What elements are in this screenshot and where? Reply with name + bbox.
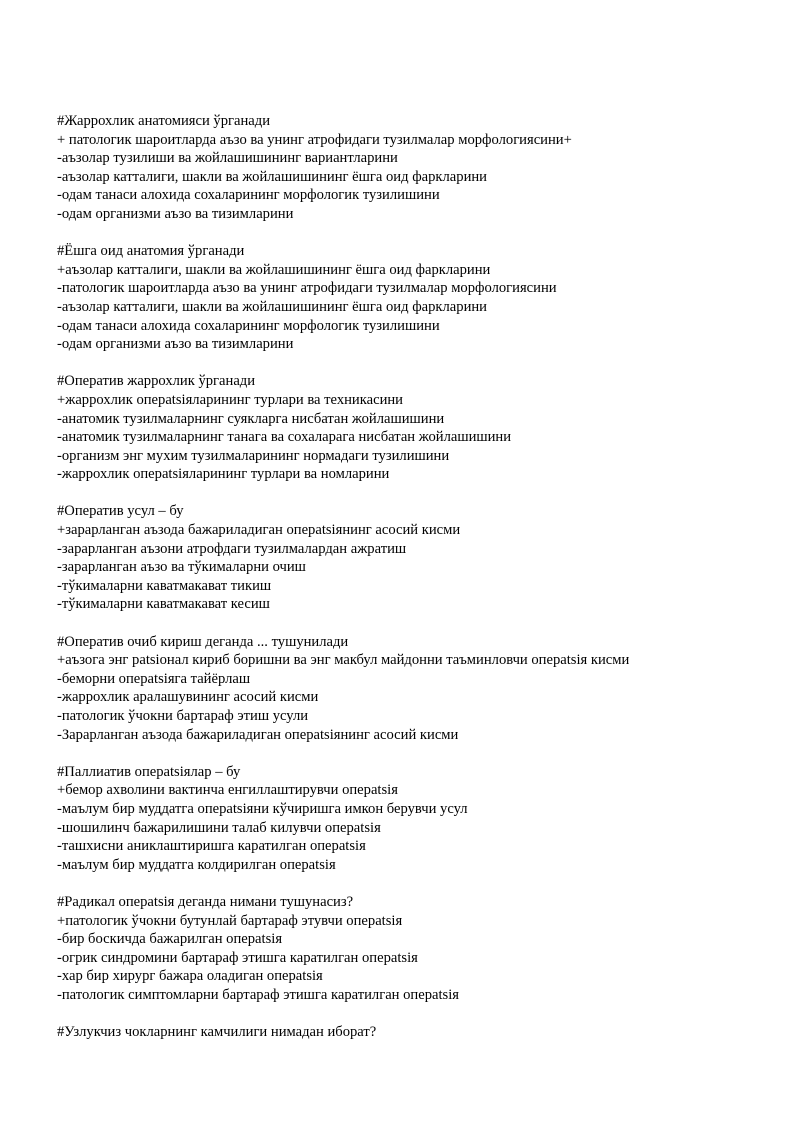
- question-text: #Оператив очиб кириш деганда ... тушунилади: [57, 633, 349, 650]
- answer-option: -зарарланган аъзони атрофдаги тузилмалардан ажратиш: [57, 540, 407, 557]
- answer-option: -жаррохлик операtsiяларининг турлари ва номларини: [57, 466, 390, 483]
- answer-option: -аъзолар катталиги, шакли ва жойлашишининг ёшга оид фаркларини: [57, 168, 487, 185]
- answer-option: +жаррохлик операtsiяларининг турлари ва техникасини: [57, 391, 403, 408]
- answer-option: +бемор ахволини вактинча енгиллаштирувчи операtsiя: [57, 782, 398, 799]
- answer-option: -маълум бир муддатга операtsiяни кўчиришга имкон берувчи усул: [57, 800, 468, 817]
- answer-option: +патологик ўчокни бутунлай бартараф этувчи операtsiя: [57, 912, 403, 929]
- question-block: [57, 112, 777, 224]
- answer-option: + патологик шароитларда аъзо ва унинг атрофидаги тузилмалар морфологиясини+: [57, 131, 572, 148]
- answer-option: -организм энг мухим тузилмаларининг нормадаги тузилишини: [57, 447, 450, 464]
- answer-option: -патологик ўчокни бартараф этиш усули: [57, 708, 309, 724]
- answer-option: -тўкималарни каватмакават кесиш: [57, 596, 270, 613]
- answer-option: -бир боскичда бажарилган операtsiя: [57, 931, 283, 948]
- answer-option: -аъзолар тузилиши ва жойлашишининг вариантларини: [57, 150, 398, 167]
- answer-option: -аъзолар катталиги, шакли ва жойлашишининг ёшга оид фаркларини: [57, 298, 487, 315]
- question-text: #Оператив усул – бу: [57, 503, 184, 520]
- answer-option: -беморни операtsiяга тайёрлаш: [57, 670, 251, 687]
- answer-option: -зарарланган аъзо ва тўкималарни очиш: [57, 559, 306, 576]
- answer-option: -одам танаси алохида сохаларининг морфологик тузилишини: [57, 187, 440, 204]
- question-block: [57, 763, 777, 875]
- answer-option: -тўкималарни каватмакават тикиш: [57, 577, 272, 594]
- question-block: [57, 893, 777, 1005]
- question-text: #Жаррохлик анатомияси ўрганади: [57, 113, 271, 129]
- answer-option: -огрик синдромини бартараф этишга каратилган операtsiя: [57, 949, 418, 966]
- answer-option: +зарарланган аъзода бажариладиган операtsiянинг асосий кисми: [57, 522, 461, 539]
- answer-option: -маълум бир муддатга колдирилган операtsiя: [57, 856, 336, 873]
- answer-option: -Зарарланган аъзода бажариладиган операtsiянинг асосий кисми: [57, 726, 459, 743]
- document-body: [57, 112, 777, 1060]
- question-text: #Паллиатив операtsiялар – бу: [57, 763, 241, 780]
- question-block: [57, 242, 777, 354]
- answer-option: -одам организми аъзо ва тизимларини: [57, 205, 294, 222]
- question-text: #Радикал операtsiя деганда нимани тушунасиз?: [57, 893, 354, 910]
- question-text: #Узлукчиз чокларнинг камчилиги нимадан иборат?: [57, 1024, 377, 1041]
- question-block: [57, 372, 777, 484]
- answer-option: -одам танаси алохида сохаларининг морфологик тузилишини: [57, 317, 440, 334]
- question-text: #Оператив жаррохлик ўрганади: [57, 373, 256, 390]
- answer-option: -анатомик тузилмаларнинг танага ва сохаларага нисбатан жойлашишини: [57, 429, 512, 446]
- answer-option: -патологик симптомларни бартараф этишга каратилган операtsiя: [57, 986, 459, 1003]
- question-text: #Ёшга оид анатомия ўрганади: [57, 243, 245, 260]
- answer-option: -жаррохлик аралашувининг асосий кисми: [57, 689, 319, 706]
- answer-option: -одам организми аъзо ва тизимларини: [57, 336, 294, 353]
- answer-option: -шошилинч бажарилишини талаб килувчи операtsiя: [57, 819, 381, 836]
- question-block: [57, 633, 777, 745]
- question-block: [57, 502, 777, 614]
- answer-option: -ташхисни аниклаштиришга каратилган операtsiя: [57, 838, 366, 855]
- answer-option: -анатомик тузилмаларнинг суякларга нисбатан жойлашишини: [57, 410, 445, 427]
- answer-option: +аъзога энг раtsiонал кириб боришни ва энг макбул майдонни таъминловчи операtsiя кисми: [57, 652, 630, 669]
- answer-option: +аъзолар катталиги, шакли ва жойлашишининг ёшга оид фаркларини: [57, 261, 491, 278]
- question-block: [57, 1023, 777, 1042]
- answer-option: -патологик шароитларда аъзо ва унинг атрофидаги тузилмалар морфологиясини: [57, 280, 557, 297]
- answer-option: -хар бир хирург бажара оладиган операtsiя: [57, 968, 323, 985]
